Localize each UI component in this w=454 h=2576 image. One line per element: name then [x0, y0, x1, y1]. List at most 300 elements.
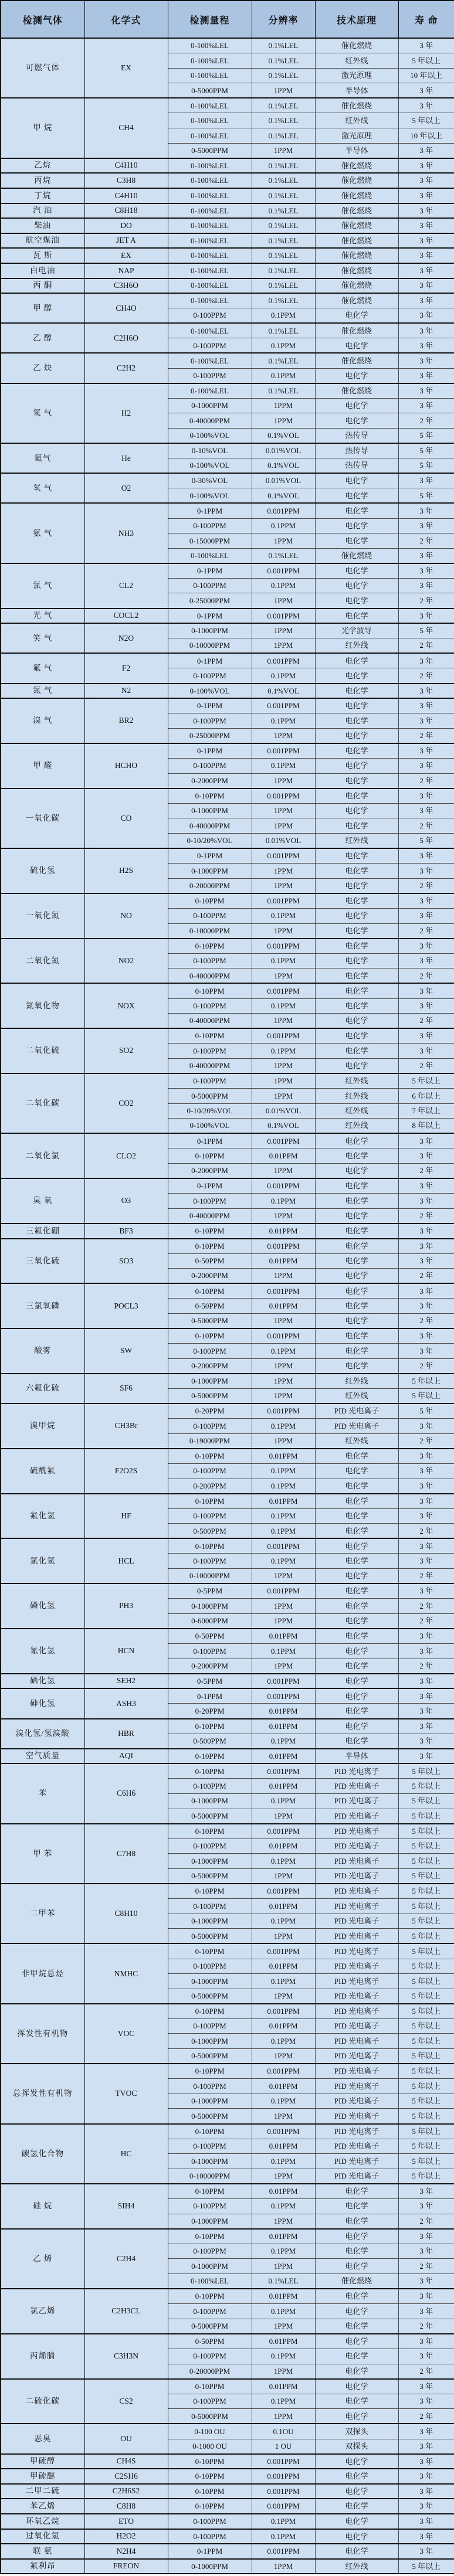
formula-cell: C6H6	[84, 1763, 168, 1823]
life-cell: 3 年	[398, 2394, 454, 2409]
resolution-cell: 0.1%LEL	[252, 323, 315, 338]
life-cell: 3 年	[398, 2379, 454, 2394]
gas-name-cell: 二氧化氯	[1, 1133, 84, 1178]
resolution-cell: 0.01PPM	[252, 1299, 315, 1314]
life-cell: 3 年	[398, 2469, 454, 2484]
resolution-cell: 0.1PPM	[252, 713, 315, 729]
table-row	[1, 278, 454, 294]
range-cell: 0-5000PPM	[168, 1989, 252, 2004]
range-cell: 0-100%LEL	[168, 263, 252, 278]
resolution-cell: 1PPM	[252, 413, 315, 429]
range-cell: 0-100%VOL	[168, 1119, 252, 1134]
range-cell: 0-40000PPM	[168, 818, 252, 834]
life-cell: 5 年以上	[398, 1793, 454, 1809]
principle-cell: 电化学	[315, 488, 398, 504]
principle-cell: 电化学	[315, 2499, 398, 2514]
life-cell: 3 年	[398, 2439, 454, 2454]
column-header-gas: 检测气体	[1, 1, 84, 38]
table-row	[1, 263, 454, 278]
life-cell: 2 年	[398, 1269, 454, 1284]
gas-name-cell: 二甲苯	[1, 1884, 84, 1943]
resolution-cell: 0.1PPM	[252, 759, 315, 774]
principle-cell: 激光原理	[315, 68, 398, 83]
range-cell: 0-10PPM	[168, 2064, 252, 2079]
table-row	[1, 1403, 454, 1419]
gas-name-cell: 溴甲烷	[1, 1403, 84, 1449]
resolution-cell: 0.1%LEL	[252, 353, 315, 368]
column-header-formula: 化学式	[84, 1, 168, 38]
life-cell: 5 年以上	[398, 2034, 454, 2049]
life-cell: 3 年	[398, 173, 454, 188]
gas-name-cell: 硒化氢	[1, 1674, 84, 1689]
range-cell: 0-1000PPM	[168, 398, 252, 413]
resolution-cell: 0.001PPM	[252, 1583, 315, 1599]
life-cell: 3 年	[398, 2529, 454, 2544]
resolution-cell: 0.1OU	[252, 2424, 315, 2439]
formula-cell: CH4	[84, 98, 168, 158]
principle-cell: 催化燃烧	[315, 353, 398, 368]
range-cell: 0-2000PPM	[168, 1659, 252, 1674]
life-cell: 5 年以上	[398, 1884, 454, 1899]
resolution-cell: 0.01PPM	[252, 2079, 315, 2094]
range-cell: 0-40000PPM	[168, 968, 252, 984]
range-cell: 0-5000PPM	[168, 2409, 252, 2424]
resolution-cell: 0.1%VOL	[252, 488, 315, 504]
resolution-cell: 0.1PPM	[252, 2514, 315, 2529]
range-cell: 0-100PPM	[168, 1554, 252, 1569]
life-cell: 3 年	[398, 158, 454, 174]
life-cell: 5 年以上	[398, 1763, 454, 1779]
range-cell: 0-10%VOL	[168, 443, 252, 458]
range-cell: 0-1000PPM	[168, 1599, 252, 1614]
resolution-cell: 1PPM	[252, 593, 315, 609]
formula-cell: FREON	[84, 2559, 168, 2574]
resolution-cell: 1PPM	[252, 1313, 315, 1328]
table-row	[1, 38, 454, 53]
range-cell: 0-100PPM	[168, 2079, 252, 2094]
life-cell: 2 年	[398, 1433, 454, 1449]
life-cell: 3 年	[398, 1194, 454, 1209]
range-cell: 0-10PPM	[168, 1239, 252, 1254]
table-row	[1, 1749, 454, 1764]
gas-name-cell: 氟化氢	[1, 1494, 84, 1539]
resolution-cell: 0.1PPM	[252, 1974, 315, 1989]
table-row	[1, 1674, 454, 1689]
formula-cell: H2S	[84, 848, 168, 893]
formula-cell: BF3	[84, 1224, 168, 1239]
table-row	[1, 2424, 454, 2439]
resolution-cell: 0.1PPM	[252, 2034, 315, 2049]
table-row	[1, 473, 454, 488]
table-row	[1, 2229, 454, 2244]
resolution-cell: 1PPM	[252, 143, 315, 158]
life-cell: 3 年	[398, 1419, 454, 1434]
range-cell: 0-100%LEL	[168, 548, 252, 563]
resolution-cell: 0.1%LEL	[252, 2273, 315, 2289]
principle-cell: PID 光电离子	[315, 1959, 398, 1974]
principle-cell: 催化燃烧	[315, 98, 398, 113]
gas-name-cell: 丙 酮	[1, 278, 84, 294]
table-row	[1, 1763, 454, 1779]
principle-cell: 电化学	[315, 2244, 398, 2259]
range-cell: 0-1PPM	[168, 1133, 252, 1148]
gas-name-cell: 光 气	[1, 609, 84, 624]
principle-cell: 电化学	[315, 338, 398, 354]
formula-cell: F2O2S	[84, 1449, 168, 1494]
life-cell: 5 年以上	[398, 53, 454, 69]
range-cell: 0-100%LEL	[168, 113, 252, 128]
range-cell: 0-10PPM	[168, 1449, 252, 1464]
life-cell: 3 年	[398, 353, 454, 368]
resolution-cell: 0.001PPM	[252, 1538, 315, 1554]
life-cell: 2 年	[398, 773, 454, 789]
life-cell: 3 年	[398, 1028, 454, 1044]
table-row	[1, 2289, 454, 2304]
principle-cell: 催化燃烧	[315, 293, 398, 308]
life-cell: 3 年	[398, 248, 454, 263]
principle-cell: PID 光电离子	[315, 1403, 398, 1419]
resolution-cell: 0.001PPM	[252, 1943, 315, 1959]
formula-cell: F2	[84, 653, 168, 683]
resolution-cell: 0.01%VOL	[252, 833, 315, 848]
resolution-cell: 1PPM	[252, 878, 315, 893]
formula-cell: SEH2	[84, 1674, 168, 1689]
life-cell: 5 年以上	[398, 1388, 454, 1403]
table-header	[1, 1, 454, 38]
formula-cell: C4H10	[84, 188, 168, 203]
range-cell: 0-100%LEL	[168, 173, 252, 188]
life-cell: 3 年	[398, 473, 454, 488]
life-cell: 3 年	[398, 323, 454, 338]
range-cell: 0-100PPM	[168, 1838, 252, 1854]
principle-cell: 电化学	[315, 668, 398, 684]
range-cell: 0-10PPM	[168, 2379, 252, 2394]
table-row	[1, 1073, 454, 1089]
range-cell: 0-100PPM	[168, 1044, 252, 1059]
principle-cell: 催化燃烧	[315, 188, 398, 203]
life-cell: 3 年	[398, 1148, 454, 1164]
table-row	[1, 2529, 454, 2544]
range-cell: 0-20000PPM	[168, 2364, 252, 2379]
range-cell: 0-10PPM	[168, 2124, 252, 2139]
range-cell: 0-10000PPM	[168, 2169, 252, 2184]
gas-name-cell: 甲 烷	[1, 98, 84, 158]
range-cell: 0-100%VOL	[168, 428, 252, 443]
life-cell: 2 年	[398, 593, 454, 609]
principle-cell: 红外线	[315, 638, 398, 654]
principle-cell: 电化学	[315, 893, 398, 909]
range-cell: 0-10PPM	[168, 1494, 252, 1509]
formula-cell: C2SH6	[84, 2469, 168, 2484]
gas-name-cell: 二氧化碳	[1, 1073, 84, 1133]
principle-cell: 红外线	[315, 833, 398, 848]
resolution-cell: 0.1%VOL	[252, 684, 315, 699]
principle-cell: 电化学	[315, 1014, 398, 1029]
resolution-cell: 1PPM	[252, 2259, 315, 2274]
principle-cell: 电化学	[315, 2199, 398, 2214]
principle-cell: 电化学	[315, 1524, 398, 1539]
resolution-cell: 0.1PPM	[252, 2244, 315, 2259]
resolution-cell: 0.1%LEL	[252, 548, 315, 563]
life-cell: 3 年	[398, 2334, 454, 2349]
resolution-cell: 1PPM	[252, 1809, 315, 1824]
column-header-resolution: 分辨率	[252, 1, 315, 38]
resolution-cell: 0.001PPM	[252, 1403, 315, 1419]
resolution-cell: 0.1%LEL	[252, 293, 315, 308]
range-cell: 0-10PPM	[168, 2289, 252, 2304]
principle-cell: 电化学	[315, 593, 398, 609]
life-cell: 3 年	[398, 263, 454, 278]
formula-cell: O3	[84, 1178, 168, 1224]
principle-cell: 激光原理	[315, 128, 398, 144]
range-cell: 0-10PPM	[168, 1148, 252, 1164]
gas-name-cell: 白电油	[1, 263, 84, 278]
table-row	[1, 1224, 454, 1239]
range-cell: 0-10PPM	[168, 2004, 252, 2019]
table-row	[1, 503, 454, 518]
range-cell: 0-5000PPM	[168, 1809, 252, 1824]
gas-name-cell: 硅 烷	[1, 2184, 84, 2229]
range-cell: 0-100%LEL	[168, 53, 252, 69]
resolution-cell: 0.01PPM	[252, 2018, 315, 2034]
range-cell: 0-10/20%VOL	[168, 833, 252, 848]
range-cell: 0-5000PPM	[168, 2319, 252, 2334]
resolution-cell: 0.1PPM	[252, 1419, 315, 1434]
resolution-cell: 0.001PPM	[252, 653, 315, 668]
life-cell: 3 年	[398, 2544, 454, 2559]
formula-cell: C2H2	[84, 353, 168, 383]
resolution-cell: 0.001PPM	[252, 2004, 315, 2019]
gas-name-cell: 甲硫醇	[1, 2454, 84, 2469]
formula-cell: C2H3CL	[84, 2289, 168, 2334]
principle-cell: 催化燃烧	[315, 203, 398, 219]
range-cell: 0-1PPM	[168, 2544, 252, 2559]
formula-cell: C2H6S2	[84, 2484, 168, 2499]
formula-cell: HC	[84, 2124, 168, 2184]
range-cell: 0-100%LEL	[168, 2273, 252, 2289]
resolution-cell: 0.001PPM	[252, 2484, 315, 2499]
resolution-cell: 0.01PPM	[252, 2334, 315, 2349]
range-cell: 0-25000PPM	[168, 593, 252, 609]
table-row	[1, 623, 454, 638]
range-cell: 0-1PPM	[168, 698, 252, 713]
principle-cell: 电化学	[315, 2469, 398, 2484]
formula-cell: SW	[84, 1328, 168, 1374]
principle-cell: 电化学	[315, 1583, 398, 1599]
range-cell: 0-10PPM	[168, 1328, 252, 1344]
range-cell: 0-100PPM	[168, 2394, 252, 2409]
formula-cell: NAP	[84, 263, 168, 278]
gas-name-cell: 乙 醇	[1, 323, 84, 353]
principle-cell: PID 光电离子	[315, 1763, 398, 1779]
gas-name-cell: 可燃气体	[1, 38, 84, 98]
table-row	[1, 2499, 454, 2514]
range-cell: 0-100PPM	[168, 1508, 252, 1524]
principle-cell: 催化燃烧	[315, 263, 398, 278]
formula-cell: CLO2	[84, 1133, 168, 1178]
range-cell: 0-100%VOL	[168, 488, 252, 504]
principle-cell: 电化学	[315, 368, 398, 383]
range-cell: 0-100%LEL	[168, 128, 252, 144]
principle-cell: PID 光电离子	[315, 1809, 398, 1824]
range-cell: 0-100PPM	[168, 2199, 252, 2214]
resolution-cell: 0.001PPM	[252, 743, 315, 759]
formula-cell: NOX	[84, 983, 168, 1028]
formula-cell: C8H10	[84, 1884, 168, 1943]
formula-cell: CO	[84, 789, 168, 848]
principle-cell: 电化学	[315, 2514, 398, 2529]
life-cell: 3 年	[398, 398, 454, 413]
life-cell: 5 年以上	[398, 2124, 454, 2139]
range-cell: 0-1000PPM	[168, 1854, 252, 1869]
principle-cell: 电化学	[315, 503, 398, 518]
resolution-cell: 0.1%LEL	[252, 98, 315, 113]
resolution-cell: 1PPM	[252, 1613, 315, 1629]
life-cell: 2 年	[398, 2409, 454, 2424]
life-cell: 2 年	[398, 1313, 454, 1328]
range-cell: 0-100PPM	[168, 1644, 252, 1659]
resolution-cell: 1PPM	[252, 1929, 315, 1944]
principle-cell: 电化学	[315, 864, 398, 879]
life-cell: 2 年	[398, 1599, 454, 1614]
resolution-cell: 0.1PPM	[252, 668, 315, 684]
resolution-cell: 0.001PPM	[252, 1283, 315, 1299]
range-cell: 0-10PPM	[168, 2499, 252, 2514]
principle-cell: 电化学	[315, 1494, 398, 1509]
life-cell: 3 年	[398, 998, 454, 1014]
gas-name-cell: 砷化氢	[1, 1688, 84, 1718]
resolution-cell: 1PPM	[252, 1868, 315, 1884]
range-cell: 0-100PPM	[168, 2514, 252, 2529]
life-cell: 3 年	[398, 2304, 454, 2319]
resolution-cell: 0.1PPM	[252, 1854, 315, 1869]
resolution-cell: 1PPM	[252, 1164, 315, 1179]
life-cell: 3 年	[398, 338, 454, 354]
resolution-cell: 0.001PPM	[252, 2454, 315, 2469]
resolution-cell: 0.1PPM	[252, 1554, 315, 1569]
resolution-cell: 1PPM	[252, 1388, 315, 1403]
resolution-cell: 0.1%LEL	[252, 158, 315, 174]
range-cell: 0-100PPM	[168, 908, 252, 923]
principle-cell: 电化学	[315, 2304, 398, 2319]
life-cell: 3 年	[398, 518, 454, 533]
principle-cell: 电化学	[315, 2484, 398, 2499]
table-row	[1, 698, 454, 713]
range-cell: 0-100%VOL	[168, 458, 252, 474]
resolution-cell: 1PPM	[252, 2409, 315, 2424]
principle-cell: 催化燃烧	[315, 173, 398, 188]
principle-cell: 电化学	[315, 878, 398, 893]
range-cell: 0-5000PPM	[168, 1313, 252, 1328]
range-cell: 0-100PPM	[168, 1073, 252, 1089]
life-cell: 3 年	[398, 1644, 454, 1659]
principle-cell: 电化学	[315, 848, 398, 864]
principle-cell: PID 光电离子	[315, 2139, 398, 2154]
formula-cell: TVOC	[84, 2064, 168, 2123]
table-row	[1, 218, 454, 233]
formula-cell: H2O2	[84, 2529, 168, 2544]
table-row	[1, 173, 454, 188]
range-cell: 0-5000PPM	[168, 1388, 252, 1403]
formula-cell: He	[84, 443, 168, 473]
range-cell: 0-1000 OU	[168, 2439, 252, 2454]
range-cell: 0-100PPM	[168, 578, 252, 593]
gas-name-cell: 甲 醛	[1, 743, 84, 789]
life-cell: 5 年以上	[398, 1943, 454, 1959]
formula-cell: AQI	[84, 1749, 168, 1764]
life-cell: 2 年	[398, 1569, 454, 1584]
principle-cell: 电化学	[315, 473, 398, 488]
life-cell: 3 年	[398, 1463, 454, 1479]
life-cell: 2 年	[398, 968, 454, 984]
gas-name-cell: 甲 醇	[1, 293, 84, 323]
resolution-cell: 1PPM	[252, 1014, 315, 1029]
life-cell: 5 年以上	[398, 1073, 454, 1089]
principle-cell: 电化学	[315, 2529, 398, 2544]
principle-cell: PID 光电离子	[315, 1929, 398, 1944]
life-cell: 3 年	[398, 1239, 454, 1254]
principle-cell: 电化学	[315, 1058, 398, 1073]
resolution-cell: 1PPM	[252, 1358, 315, 1374]
principle-cell: PID 光电离子	[315, 1884, 398, 1899]
resolution-cell: 0.1PPM	[252, 2154, 315, 2169]
life-cell: 3 年	[398, 38, 454, 53]
resolution-cell: 0.1%VOL	[252, 1119, 315, 1134]
resolution-cell: 0.001PPM	[252, 2124, 315, 2139]
life-cell: 3 年	[398, 1508, 454, 1524]
resolution-cell: 0.1%LEL	[252, 278, 315, 294]
gas-name-cell: 乙 烯	[1, 2229, 84, 2289]
life-cell: 3 年	[398, 233, 454, 249]
table-row	[1, 2484, 454, 2499]
range-cell: 0-100PPM	[168, 1344, 252, 1359]
principle-cell: 电化学	[315, 1644, 398, 1659]
principle-cell: 电化学	[315, 1269, 398, 1284]
table-row	[1, 2334, 454, 2349]
range-cell: 0-1PPM	[168, 609, 252, 624]
resolution-cell: 0.1PPM	[252, 1793, 315, 1809]
table-row	[1, 2469, 454, 2484]
life-cell: 3 年	[398, 803, 454, 818]
principle-cell: 电化学	[315, 1613, 398, 1629]
life-cell: 2 年	[398, 2364, 454, 2379]
life-cell: 5 年以上	[398, 2139, 454, 2154]
principle-cell: 电化学	[315, 1629, 398, 1644]
resolution-cell: 0.01PPM	[252, 1629, 315, 1644]
life-cell: 3 年	[398, 2424, 454, 2439]
principle-cell: PID 光电离子	[315, 1974, 398, 1989]
formula-cell: C4H10	[84, 158, 168, 174]
life-cell: 5 年以上	[398, 1809, 454, 1824]
resolution-cell: 0.01PPM	[252, 1704, 315, 1719]
principle-cell: 电化学	[315, 2379, 398, 2394]
resolution-cell: 0.001PPM	[252, 2544, 315, 2559]
principle-cell: PID 光电离子	[315, 1868, 398, 1884]
principle-cell: 电化学	[315, 308, 398, 324]
principle-cell: PID 光电离子	[315, 1854, 398, 1869]
resolution-cell: 0.1PPM	[252, 1044, 315, 1059]
life-cell: 5 年	[398, 443, 454, 458]
formula-cell: ASH3	[84, 1688, 168, 1718]
resolution-cell: 0.01PPM	[252, 1224, 315, 1239]
life-cell: 3 年	[398, 1688, 454, 1704]
principle-cell: 电化学	[315, 2394, 398, 2409]
range-cell: 0-10000PPM	[168, 1569, 252, 1584]
life-cell: 5 年以上	[398, 1868, 454, 1884]
resolution-cell: 1PPM	[252, 2364, 315, 2379]
range-cell: 0-100PPM	[168, 2018, 252, 2034]
principle-cell: 双探头	[315, 2439, 398, 2454]
